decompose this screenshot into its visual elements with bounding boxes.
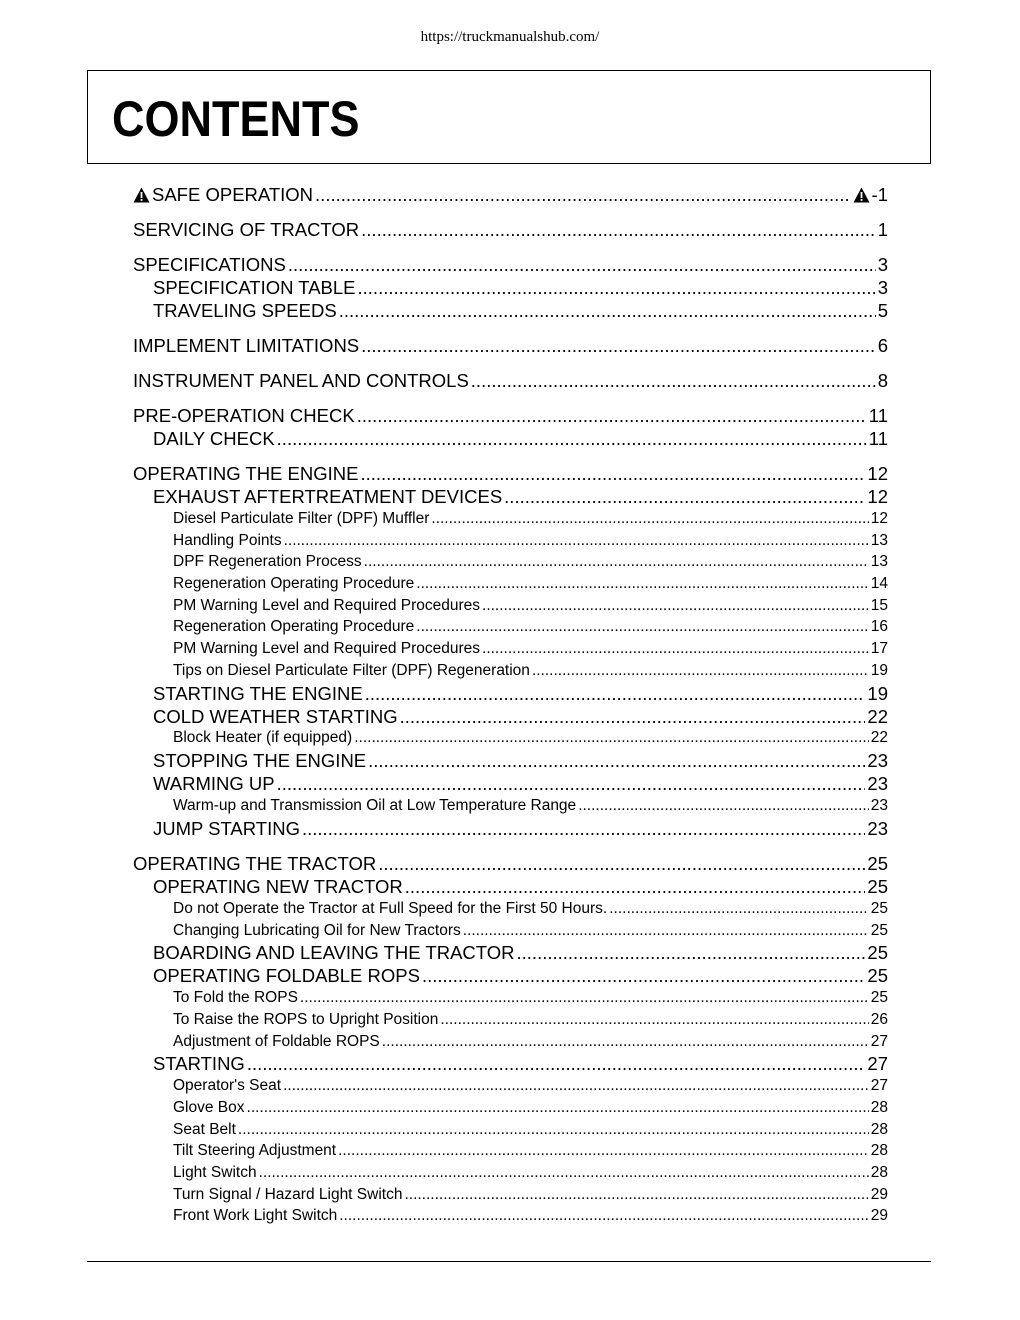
toc-entry[interactable] (133, 369, 888, 392)
toc-entry-page: 6 (877, 335, 888, 356)
toc-entry-title (173, 1140, 336, 1162)
toc-entry-text: Warm-up and Transmission Oil at Low Temperature Range (173, 797, 577, 815)
toc-entry-page: 14 (870, 575, 888, 593)
toc-entry[interactable] (133, 660, 888, 682)
toc-entry-page: 29 (870, 1185, 888, 1203)
toc-entry-title (173, 795, 576, 817)
dot-leader (277, 772, 866, 795)
dot-leader (463, 920, 869, 942)
toc-entry-page: 29 (870, 1207, 888, 1225)
toc-entry-page: 22 (867, 705, 888, 727)
page-title: CONTENTS (112, 91, 360, 147)
toc-entry[interactable] (133, 218, 888, 241)
dot-leader (532, 660, 869, 682)
toc-entry[interactable] (133, 404, 888, 427)
toc-entry-page: 25 (870, 921, 888, 939)
toc-entry-title (153, 705, 398, 728)
toc-entry-title (133, 218, 359, 241)
toc-entry-page: -1 (853, 183, 888, 206)
toc-entry-title (173, 508, 429, 530)
toc-entry[interactable] (133, 1031, 888, 1053)
toc-entry-text: Handling Points (173, 531, 282, 549)
dot-leader (339, 299, 876, 322)
toc-entry[interactable] (133, 772, 888, 795)
toc-entry-title (133, 183, 313, 206)
toc-entry-page: 23 (867, 750, 888, 772)
toc-entry-text: OPERATING NEW TRACTOR (153, 875, 403, 897)
dot-leader (422, 964, 865, 987)
toc-entry-text: OPERATING THE TRACTOR (133, 852, 377, 874)
dot-leader (358, 276, 876, 299)
toc-entry[interactable] (133, 1097, 888, 1119)
toc-entry-title (153, 485, 502, 508)
toc-entry-title (133, 462, 358, 485)
toc-entry[interactable] (133, 682, 888, 705)
toc-entry[interactable] (133, 749, 888, 772)
warning-icon (133, 187, 150, 203)
toc-entry-page: 26 (870, 1010, 888, 1028)
toc-entry-title (133, 253, 286, 276)
toc-entry-text: OPERATING FOLDABLE ROPS (153, 965, 420, 987)
toc-entry-text: PM Warning Level and Required Procedures (173, 596, 481, 614)
toc-entry-text: DAILY CHECK (153, 428, 275, 449)
toc-entry[interactable] (133, 1140, 888, 1162)
toc-entry-text: Adjustment of Foldable ROPS (173, 1032, 380, 1050)
toc-entry-title (173, 1097, 245, 1119)
dot-leader (440, 1009, 868, 1031)
toc-entry-title (153, 682, 363, 705)
toc-entry-title (173, 1205, 337, 1227)
dot-leader (354, 727, 869, 749)
toc-entry-title (153, 875, 403, 898)
toc-entry-title (153, 817, 300, 840)
toc-entry[interactable] (133, 1052, 888, 1075)
table-of-contents (133, 183, 888, 1227)
dot-leader (382, 1031, 869, 1053)
toc-entry-text: Regeneration Operating Procedure (173, 575, 415, 593)
toc-entry[interactable] (133, 616, 888, 638)
toc-entry-title (173, 727, 352, 749)
dot-leader (361, 218, 876, 241)
toc-entry-text: Diesel Particulate Filter (DPF) Muffler (173, 509, 430, 527)
toc-entry-title (173, 660, 530, 682)
dot-leader (302, 817, 865, 840)
toc-entry-title (173, 1119, 236, 1141)
dot-leader (471, 369, 876, 392)
toc-entry-text: STOPPING THE ENGINE (153, 750, 367, 772)
toc-entry-title (153, 941, 515, 964)
toc-entry-text: STARTING THE ENGINE (153, 682, 363, 704)
toc-entry-text: Regeneration Operating Procedure (173, 618, 415, 636)
toc-entry[interactable] (133, 485, 888, 508)
title-box (87, 70, 931, 164)
toc-entry-page: 25 (867, 852, 888, 874)
toc-entry[interactable] (133, 253, 888, 276)
dot-leader (300, 987, 869, 1009)
toc-entry[interactable] (133, 705, 888, 728)
toc-entry-page: 25 (867, 942, 888, 964)
dot-leader (431, 508, 868, 530)
dot-leader (339, 1205, 869, 1227)
toc-entry[interactable] (133, 795, 888, 817)
toc-entry-text: IMPLEMENT LIMITATIONS (133, 335, 360, 356)
toc-entry-text: SERVICING OF TRACTOR (133, 219, 360, 240)
toc-entry-text: DPF Regeneration Process (173, 553, 362, 571)
toc-entry-text: Light Switch (173, 1164, 257, 1182)
toc-entry-title (133, 334, 359, 357)
toc-entry-title (173, 1162, 257, 1184)
dot-leader (259, 1162, 869, 1184)
toc-entry[interactable] (133, 1009, 888, 1031)
toc-entry-text: STARTING (153, 1053, 245, 1075)
toc-entry-text: WARMING UP (153, 773, 275, 795)
dot-leader (482, 638, 869, 660)
toc-entry-page: 28 (870, 1120, 888, 1138)
toc-entry[interactable] (133, 728, 888, 750)
toc-entry[interactable] (133, 920, 888, 942)
toc-entry-page: 11 (868, 405, 888, 426)
toc-entry[interactable] (133, 427, 888, 450)
toc-entry-title (173, 987, 298, 1009)
toc-entry-title (173, 638, 480, 660)
toc-entry[interactable] (133, 530, 888, 552)
toc-entry-page: 27 (870, 1077, 888, 1095)
toc-entry-page: 23 (870, 797, 888, 815)
dot-leader (368, 749, 865, 772)
toc-entry-text: Tilt Steering Adjustment (173, 1142, 337, 1160)
toc-entry-title (173, 1184, 402, 1206)
toc-entry-page: 11 (868, 428, 888, 449)
dot-leader (404, 1184, 868, 1206)
dot-leader (357, 404, 867, 427)
toc-entry-text: INSTRUMENT PANEL AND CONTROLS (133, 370, 469, 391)
toc-entry-page: 27 (867, 1053, 888, 1075)
toc-entry-text: Glove Box (173, 1098, 245, 1116)
toc-entry-text: Block Heater (if equipped) (173, 729, 353, 747)
toc-entry[interactable] (133, 551, 888, 573)
toc-entry[interactable] (133, 573, 888, 595)
toc-entry-page: 8 (877, 370, 888, 391)
warning-icon (853, 187, 870, 203)
toc-entry-page: 27 (870, 1032, 888, 1050)
toc-entry-text: To Fold the ROPS (173, 989, 298, 1007)
dot-leader (578, 795, 869, 817)
toc-entry-page: 12 (867, 463, 888, 484)
dot-leader (284, 530, 869, 552)
toc-entry[interactable] (133, 638, 888, 660)
toc-entry-title (173, 616, 414, 638)
toc-entry-title (173, 530, 282, 552)
toc-entry-page: 16 (870, 618, 888, 636)
toc-entry-text: PRE-OPERATION CHECK (133, 405, 355, 426)
toc-entry-text: PM Warning Level and Required Procedures (173, 640, 481, 658)
toc-entry[interactable] (133, 852, 888, 875)
dot-leader (378, 852, 865, 875)
toc-entry-page: 25 (867, 965, 888, 987)
toc-entry[interactable] (133, 276, 888, 299)
toc-entry[interactable] (133, 1162, 888, 1184)
toc-entry-title (173, 1075, 281, 1097)
dot-leader (277, 427, 867, 450)
toc-entry-page: 19 (870, 661, 888, 679)
toc-entry[interactable] (133, 898, 888, 920)
dot-leader (247, 1097, 869, 1119)
toc-entry-text: Changing Lubricating Oil for New Tractors (173, 921, 461, 939)
toc-entry-text: SPECIFICATIONS (133, 254, 286, 275)
toc-entry-text: SPECIFICATION TABLE (153, 277, 356, 298)
toc-entry-text: Operator's Seat (173, 1077, 282, 1095)
dot-leader (482, 595, 869, 617)
toc-entry[interactable] (133, 817, 888, 840)
toc-entry-title (173, 551, 362, 573)
toc-entry-text: SAFE OPERATION (152, 184, 314, 205)
toc-entry-text: Turn Signal / Hazard Light Switch (173, 1185, 403, 1203)
toc-entry-title (173, 920, 461, 942)
toc-entry-text: COLD WEATHER STARTING (153, 705, 398, 727)
toc-entry-page: 28 (870, 1164, 888, 1182)
dot-leader (360, 462, 865, 485)
toc-entry-text: Front Work Light Switch (173, 1207, 338, 1225)
bottom-divider (87, 1261, 931, 1262)
toc-entry[interactable] (133, 183, 888, 206)
toc-entry[interactable] (133, 334, 888, 357)
dot-leader (338, 1140, 869, 1162)
toc-entry-page: 5 (877, 300, 888, 321)
toc-entry[interactable] (133, 595, 888, 617)
toc-entry-title (173, 595, 480, 617)
dot-leader (247, 1052, 866, 1075)
toc-entry-page: 19 (867, 682, 888, 704)
toc-entry-page: 1 (877, 219, 888, 240)
toc-entry-page: 3 (877, 254, 888, 275)
toc-entry-title (153, 964, 420, 987)
toc-entry[interactable] (133, 1205, 888, 1227)
dot-leader (416, 616, 868, 638)
toc-entry[interactable] (133, 1075, 888, 1097)
toc-entry[interactable] (133, 1184, 888, 1206)
toc-entry[interactable] (133, 299, 888, 322)
toc-entry-page: 12 (867, 486, 888, 507)
toc-entry-title (133, 852, 376, 875)
dot-leader (400, 705, 866, 728)
dot-leader (609, 898, 869, 920)
toc-entry[interactable] (133, 964, 888, 987)
toc-entry-title (133, 404, 355, 427)
toc-entry-title (133, 369, 469, 392)
toc-entry-title (153, 276, 356, 299)
toc-entry-title (153, 427, 275, 450)
toc-entry-title (173, 1009, 438, 1031)
toc-entry-title (173, 1031, 380, 1053)
toc-entry-page: 23 (867, 817, 888, 839)
dot-leader (365, 682, 866, 705)
toc-entry-text: BOARDING AND LEAVING THE TRACTOR (153, 942, 515, 964)
dot-leader (238, 1119, 869, 1141)
toc-entry-page: 13 (870, 553, 888, 571)
toc-entry-text: TRAVELING SPEEDS (153, 300, 337, 321)
toc-entry[interactable] (133, 1119, 888, 1141)
source-url[interactable]: https://truckmanualshub.com/ (420, 29, 600, 45)
toc-entry-title (173, 573, 414, 595)
toc-entry-title (153, 749, 366, 772)
toc-entry-title (153, 1052, 245, 1075)
toc-entry-page: 23 (867, 773, 888, 795)
toc-entry-page: 25 (870, 989, 888, 1007)
toc-entry-text: JUMP STARTING (153, 817, 300, 839)
dot-leader (504, 485, 865, 508)
toc-entry-text: Tips on Diesel Particulate Filter (DPF) Regeneration (173, 661, 530, 679)
toc-entry-page: 22 (870, 729, 888, 747)
toc-entry-page: 13 (870, 531, 888, 549)
toc-entry[interactable] (133, 987, 888, 1009)
toc-entry-page: 28 (870, 1098, 888, 1116)
dot-leader (517, 941, 866, 964)
toc-entry[interactable] (133, 462, 888, 485)
toc-entry-page: 12 (870, 509, 888, 527)
dot-leader (405, 875, 866, 898)
toc-entry-page: 15 (870, 596, 888, 614)
dot-leader (315, 183, 851, 206)
dot-leader (416, 573, 868, 595)
toc-entry-text: To Raise the ROPS to Upright Position (173, 1010, 439, 1028)
toc-entry-page: 25 (867, 875, 888, 897)
toc-entry-title (153, 772, 275, 795)
dot-leader (283, 1075, 869, 1097)
toc-entry-text: OPERATING THE ENGINE (133, 463, 359, 484)
toc-entry-text: EXHAUST AFTERTREATMENT DEVICES (153, 486, 503, 507)
toc-entry-title (153, 299, 337, 322)
toc-entry-title (173, 898, 607, 920)
toc-entry-page: 17 (870, 640, 888, 658)
toc-entry-text: Do not Operate the Tractor at Full Speed for the First 50 Hours. (173, 899, 608, 917)
toc-entry-page: 25 (870, 899, 888, 917)
dot-leader (364, 551, 869, 573)
toc-entry-page: 3 (877, 277, 888, 298)
toc-entry-text: Seat Belt (173, 1120, 236, 1138)
dot-leader (288, 253, 876, 276)
toc-entry[interactable] (133, 508, 888, 530)
dot-leader (361, 334, 876, 357)
toc-entry[interactable] (133, 875, 888, 898)
toc-entry[interactable] (133, 941, 888, 964)
toc-entry-page: 28 (870, 1142, 888, 1160)
